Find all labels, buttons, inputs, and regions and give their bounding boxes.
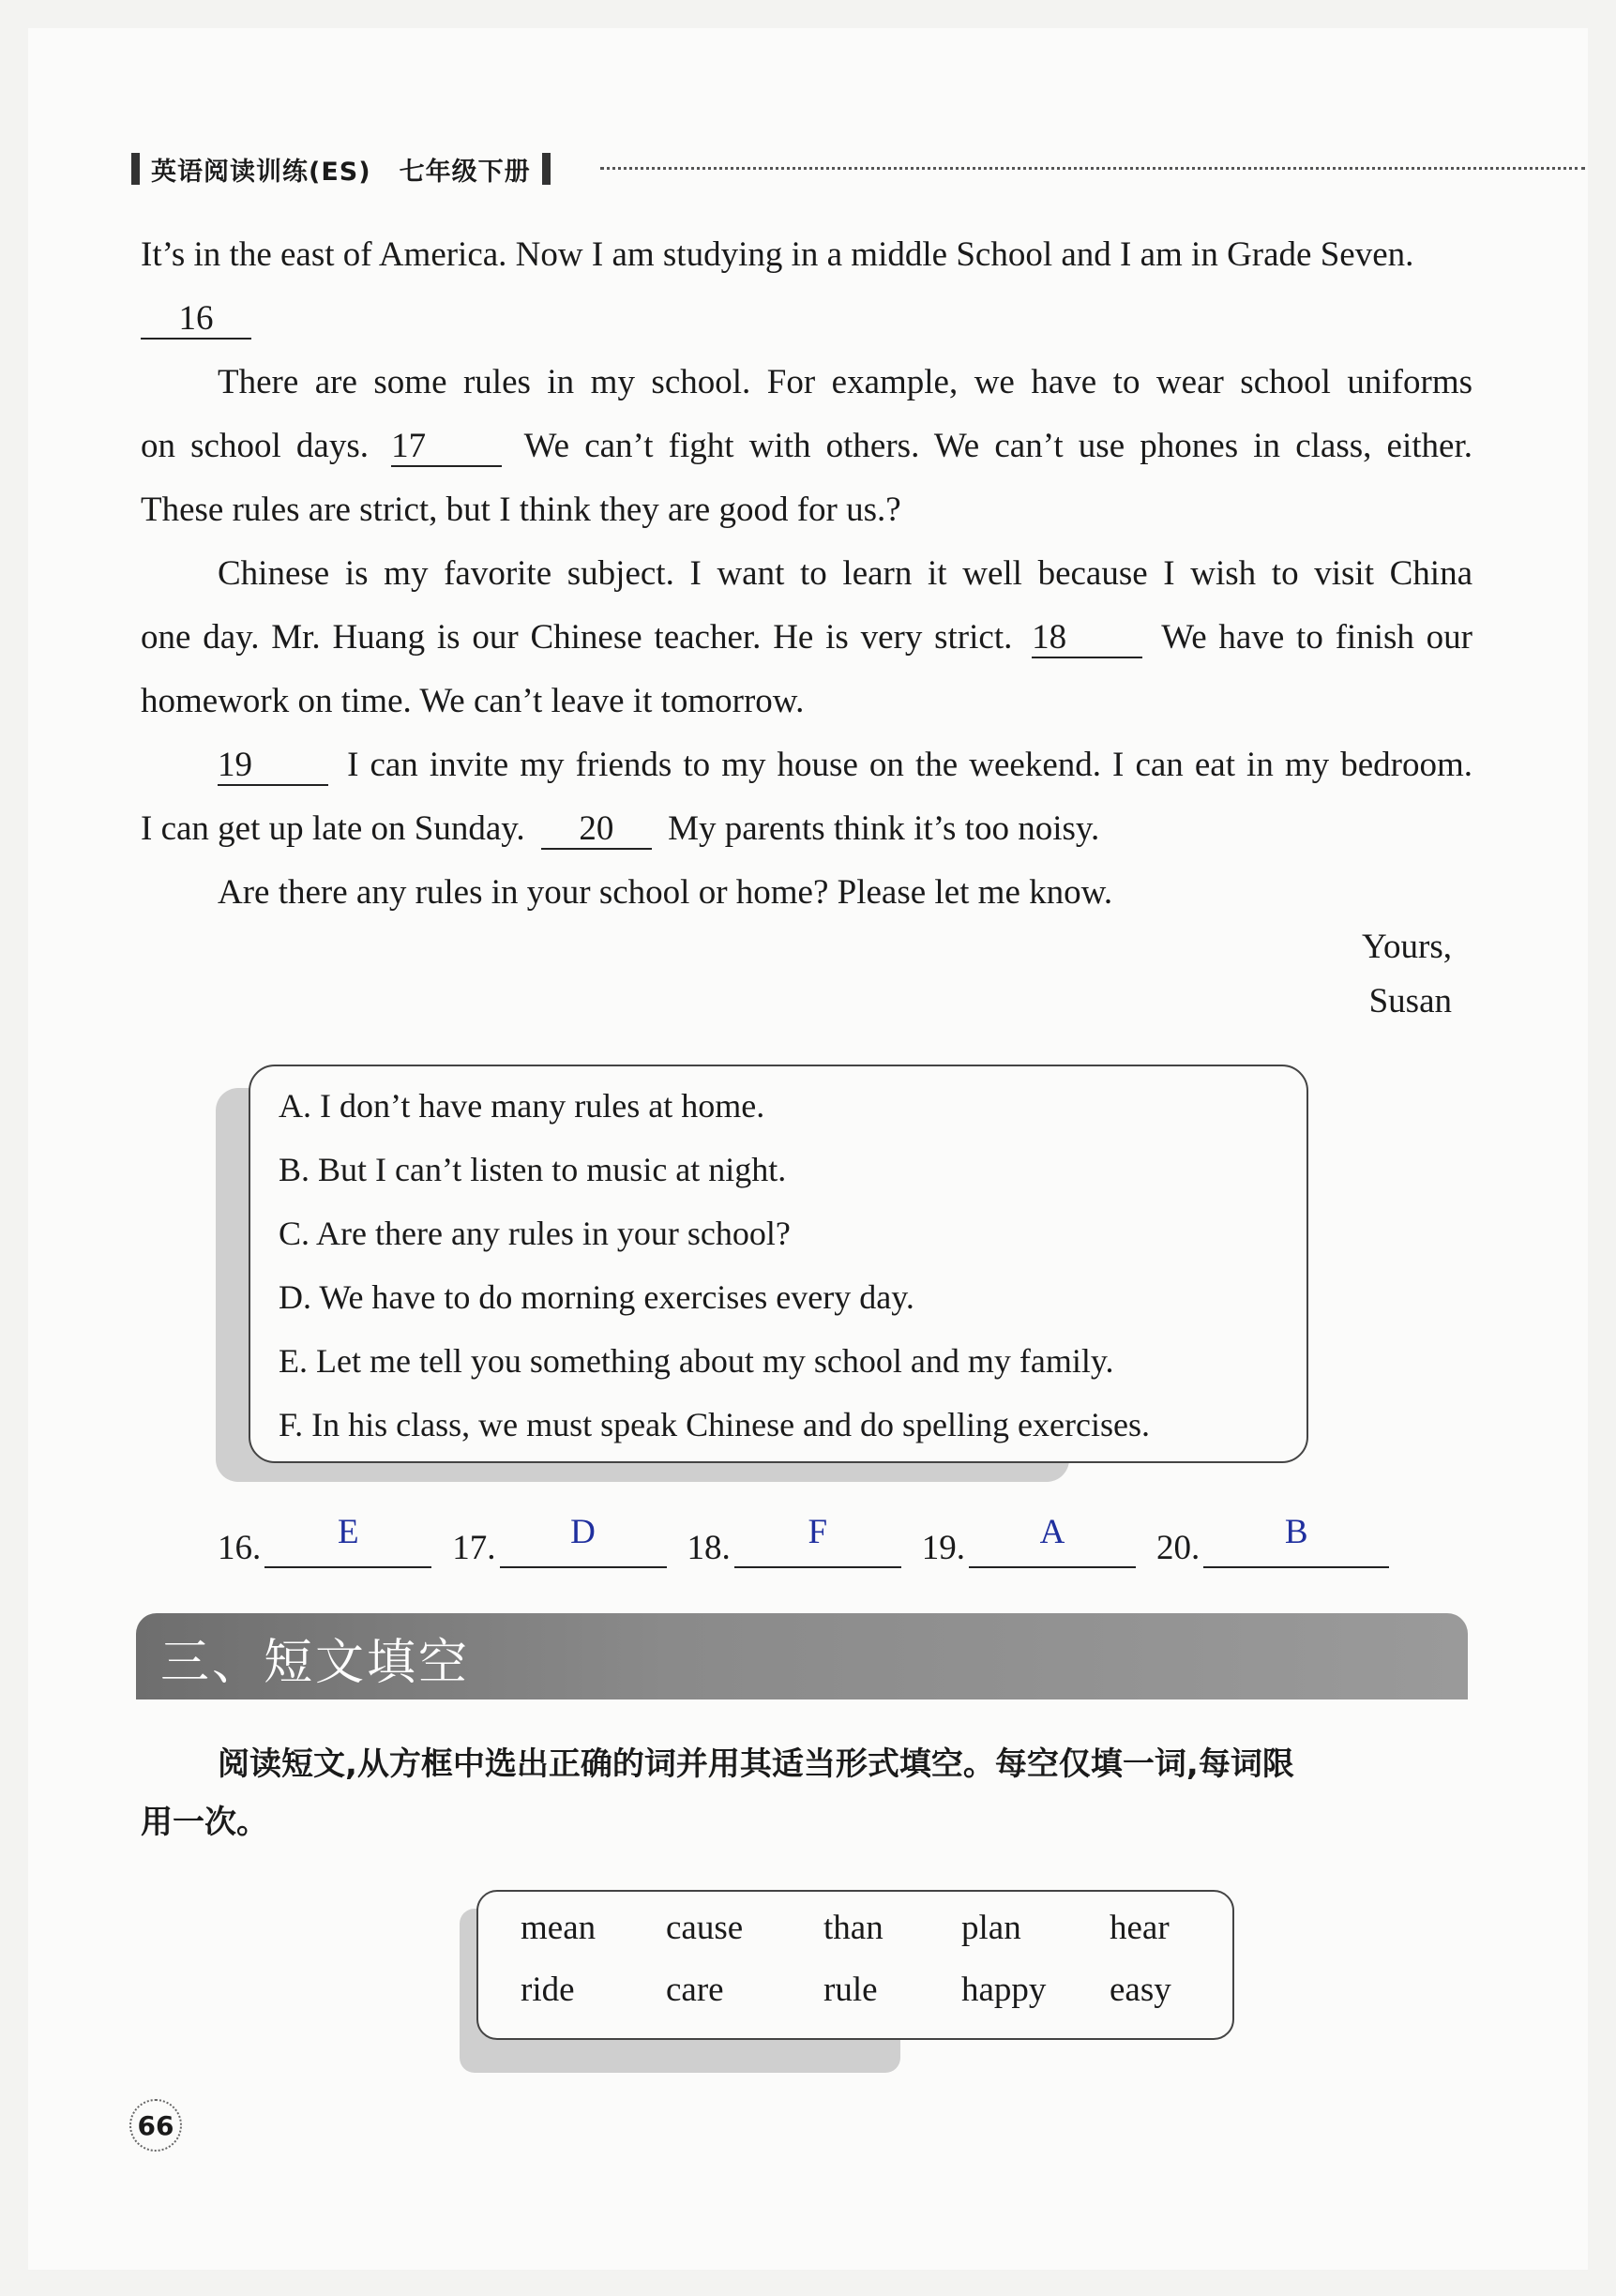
option-f: F. In his class, we must speak Chinese and do spelling exercises. (279, 1406, 1150, 1443)
instruction-line-2: 用一次。 (141, 1804, 268, 1841)
word: plan (961, 1909, 1021, 1947)
section-title: 三、短文填空 (160, 1635, 471, 1691)
answer-blank-16[interactable] (264, 1513, 431, 1568)
passage-text: I can invite my friends to my house on the weekend. I can eat in my bedroom. (347, 746, 1473, 784)
word: hear (1110, 1909, 1170, 1947)
passage-text: on school days. (141, 427, 369, 465)
running-header (131, 150, 551, 188)
option-b: B. But I can’t listen to music at night. (279, 1151, 787, 1188)
header-dotted-rule (600, 167, 1585, 170)
passage-p5 (218, 872, 1549, 914)
page-number: 66 (129, 2099, 182, 2152)
passage-p2-line-1 (218, 362, 1473, 403)
blank-20[interactable]: 20 (541, 810, 652, 850)
answer-value: B (1284, 1513, 1308, 1551)
word: easy (1110, 1971, 1171, 2009)
header-bar-left (131, 153, 140, 185)
word: mean (521, 1909, 597, 1947)
passage-text: My parents think it’s too noisy. (668, 809, 1100, 848)
answer-blank-19[interactable] (969, 1513, 1136, 1568)
answer-blank-17[interactable] (500, 1513, 667, 1568)
answer-blank-20[interactable] (1203, 1513, 1389, 1568)
section-banner (136, 1613, 1468, 1699)
option-a: A. I don’t have many rules at home. (279, 1087, 765, 1125)
answer-number: 18. (687, 1529, 731, 1567)
passage-text: Are there any rules in your school or home? Please let me know. (218, 873, 1113, 912)
answer-value: D (570, 1513, 596, 1551)
answer-item (921, 1513, 1156, 1568)
passage-text: one day. Mr. Huang is our Chinese teacher. He is very strict. (141, 618, 1013, 657)
word: ride (521, 1971, 575, 2009)
answer-number: 17. (452, 1529, 496, 1567)
word: happy (961, 1971, 1047, 2009)
answer-value: E (337, 1513, 359, 1551)
blank-19[interactable]: 19 (218, 747, 328, 786)
header-title (151, 151, 531, 188)
answer-item (1156, 1513, 1410, 1568)
passage-text: homework on time. We can’t leave it tomorrow. (141, 682, 805, 720)
passage-p2-line-3 (141, 490, 1473, 531)
passage-text: There are some rules in my school. For example, we have to wear school uniforms (218, 363, 1473, 401)
answer-item (687, 1513, 922, 1568)
answer-row (218, 1513, 1410, 1568)
answer-item (452, 1513, 687, 1568)
signature: Susan (1368, 982, 1452, 1020)
blank-18[interactable]: 18 (1032, 619, 1142, 658)
answer-blank-18[interactable] (734, 1513, 901, 1568)
instruction-line-1: 阅读短文,从方框中选出正确的词并用其适当形式填空。每空仅填一词,每词限 (218, 1745, 1294, 1783)
passage-p3-line-3 (141, 681, 1473, 722)
answer-value: F (808, 1513, 828, 1551)
passage-p2-line-2 (141, 426, 1473, 467)
passage-line-1 (141, 234, 1473, 276)
option-d: D. We have to do morning exercises every day. (279, 1278, 914, 1316)
options-box (249, 1065, 1308, 1463)
passage-p4-line-2 (141, 808, 1473, 850)
closing: Yours, (1362, 928, 1452, 966)
passage-p3-line-1 (218, 553, 1473, 595)
passage-text: Chinese is my favorite subject. I want to learn it well because I wish to visit China (218, 554, 1473, 593)
passage-text: It’s in the east of America. Now I am studying in a middle School and I am in Grade Seven. (141, 235, 1414, 274)
passage-p3-line-2 (141, 617, 1473, 658)
blank-17[interactable]: 17 (391, 428, 502, 467)
passage-text: We can’t fight with others. We can’t use phones in class, either. (523, 427, 1473, 465)
answer-item (218, 1513, 452, 1568)
answer-number: 19. (921, 1529, 965, 1567)
book-title: 英语阅读训练(ES) (151, 157, 371, 187)
answer-value: A (1039, 1513, 1065, 1551)
answer-number: 20. (1156, 1529, 1201, 1567)
passage-text: I can get up late on Sunday. (141, 809, 525, 848)
word-grid (521, 1901, 1241, 2017)
passage-text: We have to finish our (1161, 618, 1473, 657)
word: than (823, 1909, 884, 1947)
option-c: C. Are there any rules in your school? (279, 1215, 791, 1252)
word-box (476, 1890, 1234, 2040)
passage-p4-line-1 (218, 745, 1473, 786)
answer-number: 16. (218, 1529, 262, 1567)
word: cause (666, 1909, 744, 1947)
blank-16[interactable]: 16 (141, 300, 251, 340)
passage-line-2 (141, 298, 1473, 340)
option-e: E. Let me tell you something about my school and my family. (279, 1342, 1114, 1380)
passage-text: These rules are strict, but I think they are good for us.? (141, 491, 901, 529)
word: rule (823, 1971, 878, 2009)
header-bar-right (542, 153, 551, 185)
grade-label: 七年级下册 (399, 157, 531, 187)
word: care (666, 1971, 724, 2009)
